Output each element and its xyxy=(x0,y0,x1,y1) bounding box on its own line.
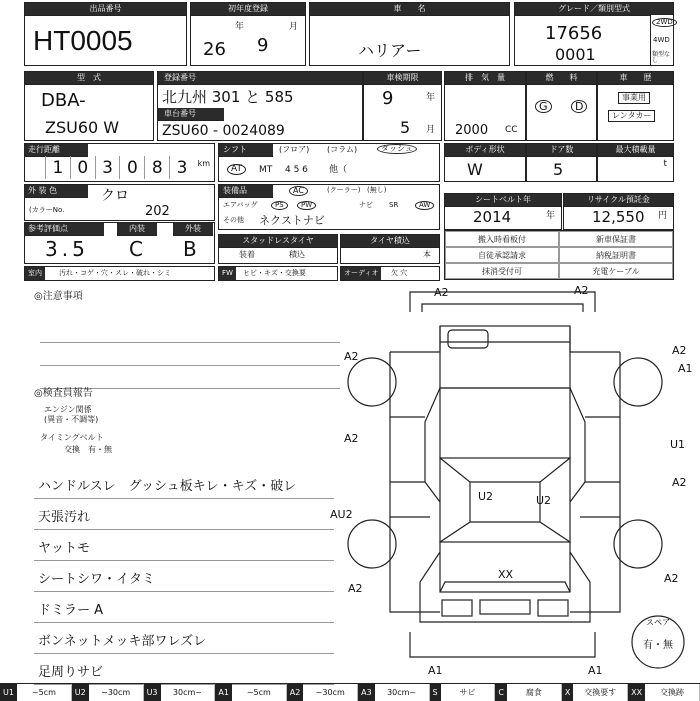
fuel-g: G xyxy=(535,100,552,113)
drive-box xyxy=(650,14,674,66)
capacity-unit: t xyxy=(663,159,667,169)
doc-item: 自徒承認請求 xyxy=(445,247,559,263)
damage-mark-u2-roof-left: U2 xyxy=(478,490,494,503)
legend-desc: 30cm~ xyxy=(375,684,430,701)
equip-other: ネクストナビ xyxy=(259,214,325,227)
wheel-rear-left xyxy=(348,520,396,568)
exterior-grade: B xyxy=(183,237,197,261)
legend-code: U3 xyxy=(144,684,161,701)
equip-ps: PS xyxy=(271,201,288,210)
damage-mark-a2-front-left: A2 xyxy=(434,286,449,299)
grade-bottom: 0001 xyxy=(555,45,596,64)
mileage-digit: 3 xyxy=(169,156,194,179)
legend-desc: ~5cm xyxy=(17,684,72,701)
legend-code: U1 xyxy=(0,684,17,701)
doc-item: 搬入時看板付 xyxy=(445,231,559,247)
item-number-box xyxy=(24,2,187,66)
fuel-d: D xyxy=(571,100,587,113)
diagram-marks xyxy=(330,284,693,677)
audio-box xyxy=(340,266,440,281)
mileage-digit: 8 xyxy=(144,156,169,179)
studless-opt-0: 装着 xyxy=(239,250,255,259)
item-number: HT0005 xyxy=(33,25,133,56)
damage-mark-a2-left-quarter: A2 xyxy=(348,582,363,595)
equip-airbag: エアバッグ xyxy=(223,201,258,209)
equip-cooler: (クーラー) xyxy=(327,186,361,194)
legend-desc: ~30cm xyxy=(89,684,144,701)
first-reg-box xyxy=(190,2,306,66)
report-line-text: ボンネットメッキ部ワレズレ xyxy=(38,634,207,649)
shift-column: (コラム) xyxy=(327,145,358,154)
wheel-rear-right xyxy=(614,520,662,568)
equip-box xyxy=(218,184,440,230)
interior-grade: C xyxy=(129,237,143,261)
grade-top: 17656 xyxy=(545,23,603,44)
engine-label: エンジン関係 xyxy=(44,405,92,414)
doors: 5 xyxy=(553,160,564,179)
studless-opt-1: 積込 xyxy=(289,250,305,259)
studless-label: スタッドレスタイヤ xyxy=(219,235,337,248)
damage-mark-a1-right: A1 xyxy=(678,362,693,375)
report-line-text: シートシワ・イタミ xyxy=(38,572,156,587)
body-label: ボディ形状 xyxy=(445,144,525,157)
report-line-text: ドミラー A xyxy=(38,603,104,618)
legend-code: X xyxy=(562,684,573,701)
mileage-digit: 0 xyxy=(119,156,144,179)
drive-2wd: 2WD xyxy=(652,18,677,27)
car-name-label: 車 名 xyxy=(310,3,509,16)
shift-at: AT xyxy=(227,164,246,175)
reg-label: 登録番号 xyxy=(158,72,362,85)
report-line xyxy=(34,592,334,623)
shift-mt: MT xyxy=(259,165,273,175)
recycle-amount: 12,550 xyxy=(592,208,645,226)
damage-mark-a2-left-fender: A2 xyxy=(344,350,359,363)
displacement-label: 排 気 量 xyxy=(445,72,525,85)
engine-sub: (異音・不調等) xyxy=(44,415,99,424)
damage-mark-a1-rear-right: A1 xyxy=(588,664,603,677)
doors-label: ドア数 xyxy=(527,144,596,157)
report-line-text: ヤットモ xyxy=(38,541,91,556)
displacement-box xyxy=(444,71,526,141)
damage-mark-a2-right-quarter: A2 xyxy=(664,572,679,585)
report-line xyxy=(34,468,334,499)
report-line xyxy=(34,623,334,654)
audio-tag: オーディオ xyxy=(341,267,381,280)
legend-desc: 交換跡 xyxy=(645,684,700,701)
color-no: 202 xyxy=(145,204,170,219)
fw-box xyxy=(218,266,338,281)
legend-code: A3 xyxy=(358,684,375,701)
legend-desc: ~5cm xyxy=(232,684,287,701)
use-box xyxy=(597,71,674,141)
damage-legend xyxy=(0,683,700,701)
damage-mark-u2-roof-right: U2 xyxy=(536,494,552,507)
shift-label: シフト xyxy=(219,144,273,157)
damage-mark-xx-rear: XX xyxy=(498,568,514,581)
use-business: 事業用 xyxy=(618,92,650,104)
damage-mark-u1-right: U1 xyxy=(670,438,686,451)
belt-label: シートベルト年 xyxy=(445,194,561,207)
belt-box xyxy=(444,193,562,230)
mileage-digits xyxy=(45,156,194,179)
first-reg-year: 26 xyxy=(203,39,226,60)
legend-desc: 腐食 xyxy=(507,684,562,701)
first-reg-label: 初年度登録 xyxy=(191,3,305,16)
shift-other: 他（ xyxy=(329,165,348,175)
recycle-box xyxy=(563,193,674,230)
interior-items: 汚れ・コゲ・穴・スレ・破れ・シミ xyxy=(59,269,171,277)
belt-year: 2014 xyxy=(473,208,512,226)
legend-desc: サビ xyxy=(441,684,496,701)
inspection-month: 5 xyxy=(400,118,411,137)
car-name-box xyxy=(309,2,510,66)
spare-value: 有・無 xyxy=(643,640,673,651)
inspection-year: 9 xyxy=(382,88,394,109)
damage-mark-a2-right-fender: A2 xyxy=(672,344,687,357)
recycle-label: リサイクル預託金 xyxy=(564,194,673,207)
tire-box xyxy=(340,234,440,264)
model-line2: ZSU60 W xyxy=(45,118,120,137)
caution-label: ◎注意事項 xyxy=(34,291,83,302)
color-box xyxy=(24,184,215,221)
score: 3.5 xyxy=(45,237,89,261)
fuel-label: 燃 料 xyxy=(527,72,596,85)
equip-navi: ナビ xyxy=(359,201,373,209)
legend-code: A1 xyxy=(215,684,232,701)
report-line-text: 足周りサビ xyxy=(38,665,104,680)
inspection-year-unit: 年 xyxy=(426,93,436,103)
mileage-box xyxy=(24,143,215,182)
equip-aw: AW xyxy=(415,201,434,210)
legend-desc: 交換要す xyxy=(573,684,628,701)
belt-unit: 年 xyxy=(545,211,555,221)
capacity-label: 最大積載量 xyxy=(598,144,673,157)
month-unit: 月 xyxy=(289,22,299,32)
doc-item: 充電ケーブル xyxy=(559,263,673,279)
body: W xyxy=(467,160,483,179)
score-box xyxy=(24,222,215,264)
shift-floor: (フロア) xyxy=(279,145,310,154)
item-number-label: 出品番号 xyxy=(25,3,186,16)
color-no-label: (カラーNo. xyxy=(29,206,65,214)
equip-ac: AC xyxy=(289,186,308,196)
equip-sr: SR xyxy=(389,201,399,209)
score-label: 参考評価点 xyxy=(25,223,104,236)
report-line xyxy=(34,561,334,592)
mileage-label: 走行距離 xyxy=(25,144,88,157)
report-lines xyxy=(34,468,334,685)
fw-items: ヒビ・キズ・交換要 xyxy=(243,269,306,277)
damage-mark-a2-front-right: A2 xyxy=(574,284,589,297)
grade-label: グレード／類別型式 xyxy=(515,3,673,16)
legend-code: U2 xyxy=(72,684,89,701)
displacement: 2000 xyxy=(455,123,489,138)
audio-items: 欠 穴 xyxy=(391,269,408,277)
mileage-digit: 1 xyxy=(45,156,70,179)
fuel-box xyxy=(526,71,597,141)
legend-desc: 30cm~ xyxy=(161,684,216,701)
spare-label: スペア xyxy=(646,618,670,627)
exterior-label: 外装 xyxy=(173,223,213,236)
equip-label: 装備品 xyxy=(219,185,273,198)
tire-unit: 本 xyxy=(423,250,431,259)
report-line xyxy=(34,654,334,685)
reg-number: 北九州 301 と 585 xyxy=(162,88,294,106)
model-line1: DBA- xyxy=(41,90,86,111)
timing-sub: 交換 有・無 xyxy=(64,445,112,454)
damage-mark-a2-left-door: A2 xyxy=(344,432,359,445)
equip-pw: PW xyxy=(297,201,316,210)
wheel-front-right xyxy=(614,358,662,406)
capacity-box xyxy=(597,143,674,182)
damage-mark-a1-rear-left: A1 xyxy=(428,664,443,677)
interior-label: 内装 xyxy=(117,223,157,236)
inspection-box xyxy=(363,71,442,141)
equip-other-label: その他 xyxy=(223,216,244,224)
interior-tag: 室内 xyxy=(25,267,45,280)
report-line xyxy=(34,499,334,530)
legend-code: XX xyxy=(628,684,645,701)
use-label: 車 歴 xyxy=(598,72,673,85)
timing-label: タイミングベルト xyxy=(40,433,104,442)
color-label: 外 装 色 xyxy=(25,185,88,198)
inspector-label: ◎検査員報告 xyxy=(34,388,93,399)
inspection-label: 車検期限 xyxy=(364,72,441,85)
use-rental: レンタカー xyxy=(608,110,655,122)
drive-4wd: 4WD xyxy=(653,36,670,44)
legend-code: C xyxy=(495,684,507,701)
interior-cond-box xyxy=(24,266,215,281)
recycle-unit: 円 xyxy=(657,211,667,221)
docs-box xyxy=(444,230,674,280)
body-box xyxy=(444,143,526,182)
model-box xyxy=(24,71,154,141)
cc-unit: CC xyxy=(505,125,518,135)
equip-none: (無し) xyxy=(367,186,387,194)
damage-mark-a2-right-door: A2 xyxy=(672,476,687,489)
model-label: 型 式 xyxy=(25,72,153,85)
shift-box xyxy=(218,143,440,182)
legend-code: A2 xyxy=(287,684,304,701)
color: クロ xyxy=(101,188,129,204)
legend-desc: ~30cm xyxy=(303,684,358,701)
year-unit: 年 xyxy=(235,22,245,32)
doc-item: 抹消受付可 xyxy=(445,263,559,279)
report-line xyxy=(34,530,334,561)
first-reg-month: 9 xyxy=(257,35,269,56)
legend-code: S xyxy=(430,684,441,701)
inspection-month-unit: 月 xyxy=(426,125,436,135)
mileage-unit: km xyxy=(197,159,210,168)
mileage-digit: 3 xyxy=(95,156,120,179)
chassis-label: 車台番号 xyxy=(158,108,224,121)
fw-tag: FW xyxy=(219,267,236,280)
studless-box xyxy=(218,234,338,264)
tire-label: タイヤ積込 xyxy=(341,235,439,248)
mileage-digit: 0 xyxy=(70,156,95,179)
doc-item: 納税証明書 xyxy=(559,247,673,263)
caution-lines xyxy=(40,320,340,389)
reg-box xyxy=(157,71,363,141)
car-name: ハリアー xyxy=(358,41,422,60)
damage-mark-au2-left-rear: AU2 xyxy=(330,508,353,521)
doors-box xyxy=(526,143,597,182)
drive-none: 類型なし xyxy=(652,51,671,64)
chassis-number: ZSU60 - 0024089 xyxy=(162,123,285,139)
car-damage-diagram xyxy=(330,282,700,682)
report-line-text: 天張汚れ xyxy=(38,510,91,525)
doc-item: 新車保証書 xyxy=(559,231,673,247)
shift-dash: ダッシュ xyxy=(377,144,417,154)
shift-nums: 4 5 6 xyxy=(285,165,308,175)
wheel-front-left xyxy=(348,358,396,406)
report-line-text: ハンドルスレ グッシュ板キレ・キズ・破レ xyxy=(38,479,297,494)
docs-grid xyxy=(445,231,673,279)
